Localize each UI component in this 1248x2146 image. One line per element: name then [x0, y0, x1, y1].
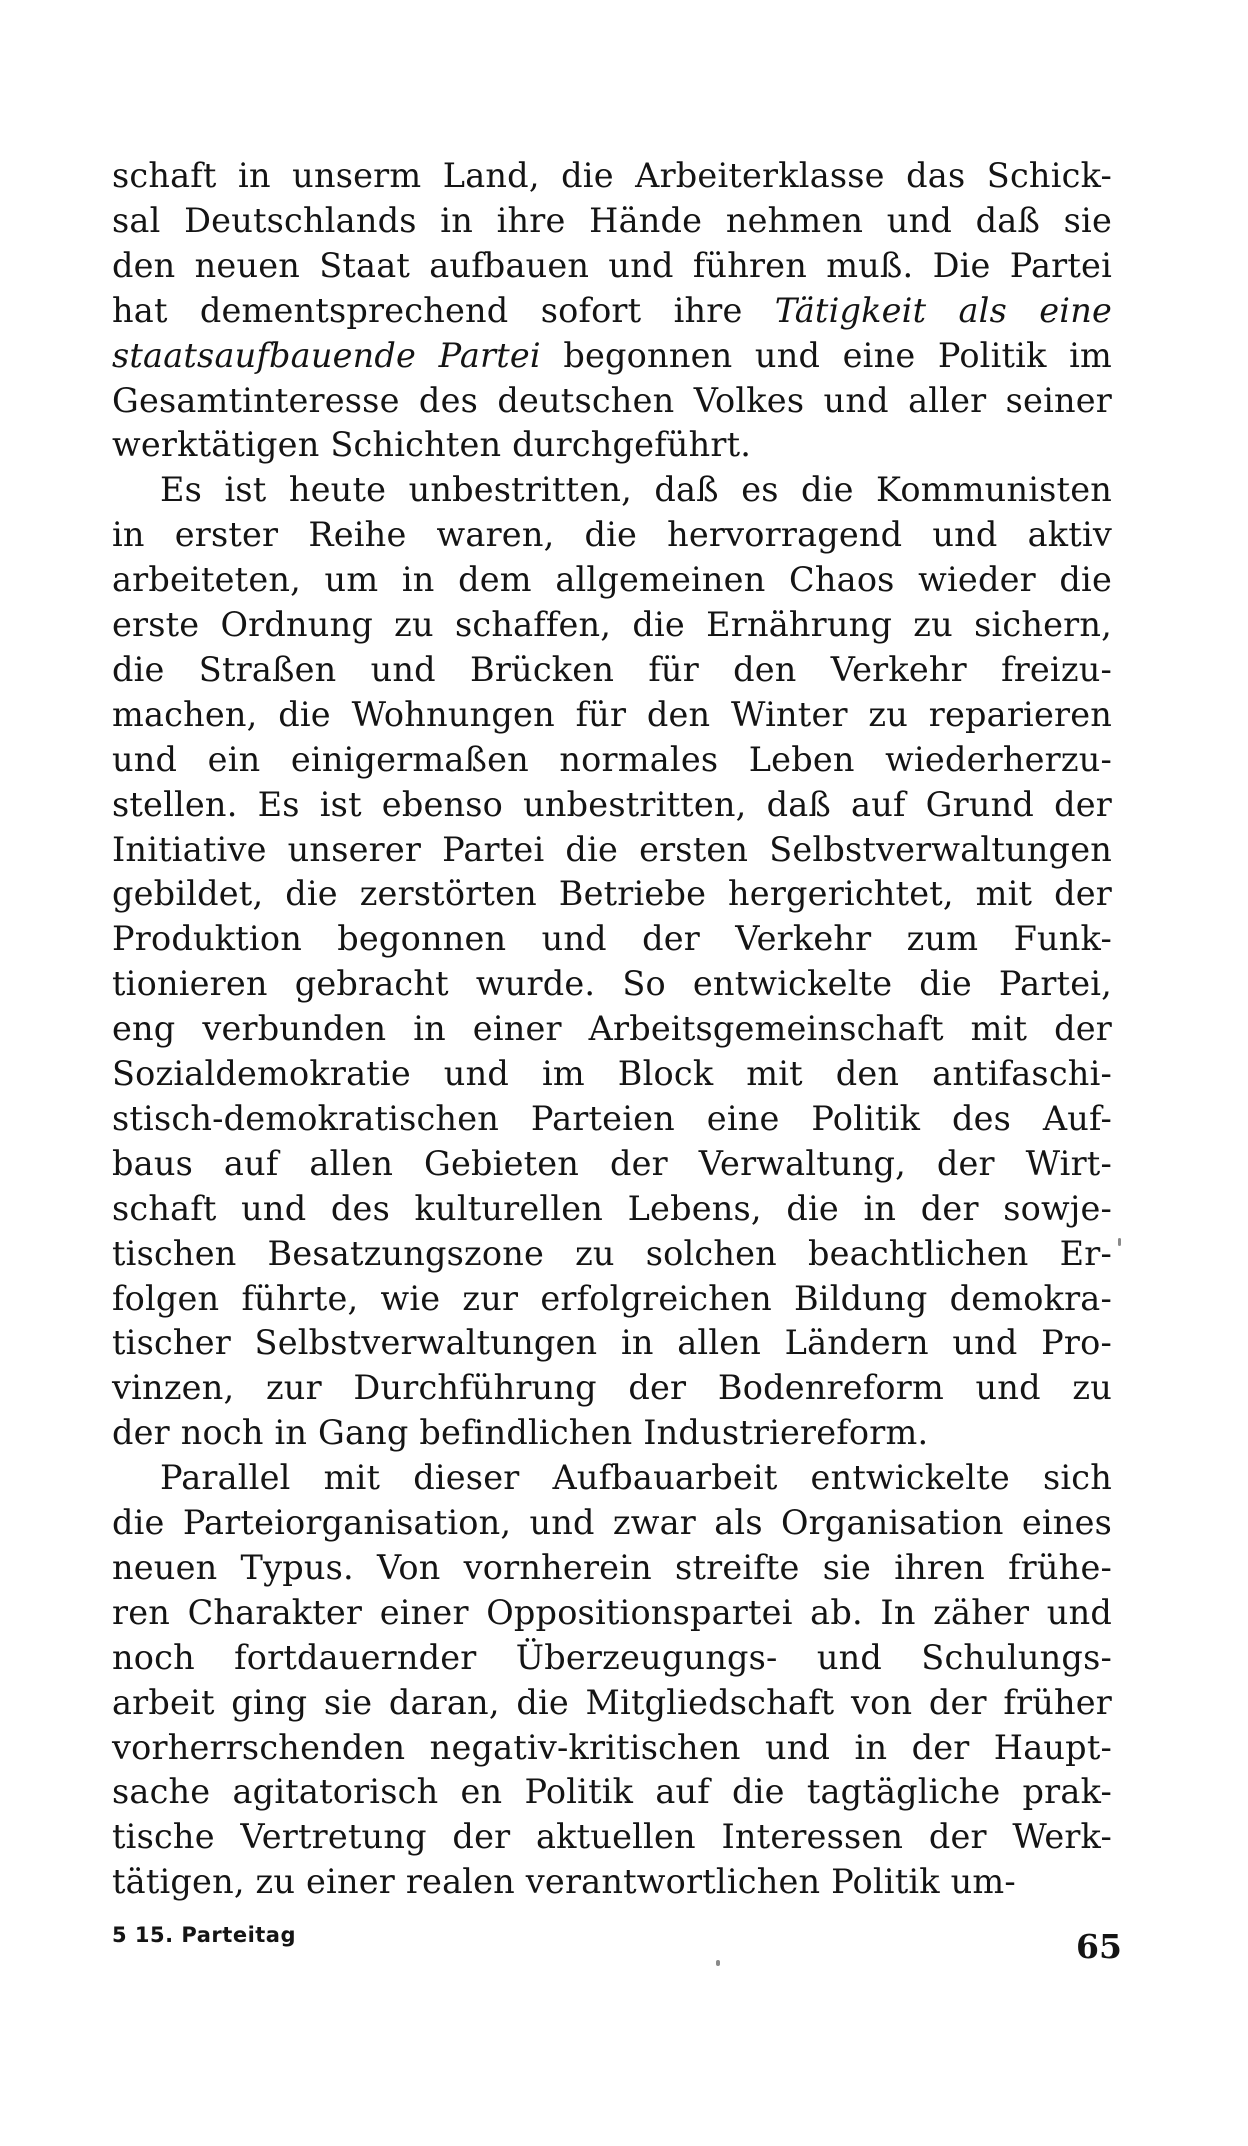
text-run: tischen Besatzungszone zu solchen beachtlichen Er- [112, 1233, 1112, 1273]
text-run: vorherrschenden negativ-kritischen und in der Haupt- [112, 1727, 1112, 1767]
text-line [112, 244, 1112, 288]
text-run: vinzen, zur Durchführung der Bodenreform und zu [112, 1368, 1112, 1408]
text-line [112, 693, 1112, 737]
text-run: ren Charakter einer Oppositionspartei ab. In zäher und [112, 1592, 1112, 1632]
text-run: tischer Selbstverwaltungen in allen Ländern und Pro- [112, 1323, 1112, 1363]
text-line [112, 1321, 1112, 1365]
text-run: tische Vertretung der aktuellen Interessen der Werk- [112, 1817, 1112, 1857]
italic-run: staatsaufbauende Partei [112, 335, 541, 375]
text-run: und ein einigermaßen normales Leben wiederherzu- [112, 739, 1112, 779]
text-run: neuen Typus. Von vornherein streifte sie ihren frühe- [112, 1547, 1112, 1587]
text-line [112, 1411, 1112, 1455]
text-run: erste Ordnung zu schaffen, die Ernährung zu sichern, [112, 605, 1112, 644]
text-run: werktätigen Schichten durchgeführt. [112, 425, 752, 465]
text-line [112, 1860, 1112, 1904]
text-line [112, 1097, 1112, 1141]
text-line [112, 872, 1112, 916]
text-run: machen, die Wohnungen für den Winter zu reparieren [112, 694, 1112, 734]
text-line [112, 1277, 1112, 1321]
text-line [112, 334, 1112, 378]
text-run: Parallel mit dieser Aufbauarbeit entwickelte sich [160, 1458, 1112, 1498]
text-line [112, 1232, 1112, 1276]
print-speck [716, 1960, 720, 1966]
text-run: begonnen und eine Politik im [540, 335, 1113, 375]
text-run: arbeit ging sie daran, die Mitgliedschaft von der früher [112, 1682, 1112, 1722]
text-line [112, 1366, 1112, 1410]
text-run: die Straßen und Brücken für den Verkehr freizu- [112, 649, 1112, 689]
text-line [112, 828, 1112, 872]
text-line [112, 154, 1112, 198]
text-run: in erster Reihe waren, die hervorragend und aktiv [112, 515, 1112, 555]
text-run: schaft und des kulturellen Lebens, die in der sowje- [112, 1188, 1112, 1228]
text-line [112, 783, 1112, 827]
text-run: eng verbunden in einer Arbeitsgemeinschaft mit der [112, 1009, 1112, 1049]
text-run: der noch in Gang befindlichen Industriereform. [112, 1413, 929, 1453]
text-run: schaft in unserm Land, die Arbeiterklasse das Schick- [112, 156, 1112, 195]
text-line [112, 379, 1112, 423]
text-run: tionieren gebracht wurde. So entwickelte die Partei, [112, 964, 1112, 1004]
text-line [112, 962, 1112, 1006]
text-run: Sozialdemokratie und im Block mit den antifaschi- [112, 1054, 1112, 1093]
text-line [112, 1681, 1112, 1725]
text-run: baus auf allen Gebieten der Verwaltung, der Wirt- [112, 1143, 1112, 1183]
text-line [112, 1456, 1112, 1500]
print-speck [1118, 1238, 1121, 1246]
text-run: Produktion begonnen und der Verkehr zum Funk- [112, 919, 1112, 959]
text-run: gebildet, die zerstörten Betriebe hergerichtet, mit der [112, 874, 1112, 914]
text-run: Initiative unserer Partei die ersten Selbstverwaltungen [112, 829, 1112, 869]
text-run: den neuen Staat aufbauen und führen muß. Die Partei [112, 245, 1112, 285]
page-number: 65 [1076, 1927, 1122, 1966]
text-line [112, 648, 1112, 692]
text-run: arbeiteten, um in dem allgemeinen Chaos wieder die [112, 560, 1112, 600]
text-run: stellen. Es ist ebenso unbestritten, daß auf Grund der [112, 784, 1112, 824]
text-line [112, 1142, 1112, 1186]
text-line [112, 738, 1112, 782]
text-line [112, 1052, 1112, 1096]
text-line [112, 199, 1112, 243]
text-line [112, 1815, 1112, 1859]
text-line [112, 1726, 1112, 1770]
text-run: Es ist heute unbestritten, daß es die Kommunisten [160, 470, 1112, 510]
text-run: Gesamtinteresse des deutschen Volkes und aller seiner [112, 380, 1112, 420]
text-run: sal Deutschlands in ihre Hände nehmen und daß sie [112, 200, 1112, 240]
text-line [112, 423, 1112, 467]
footer-signature: 5 15. Parteitag [112, 1923, 297, 1947]
text-run: sache agitatorisch en Politik auf die tagtägliche prak- [112, 1772, 1112, 1812]
text-run: die Parteiorganisation, und zwar als Organisation eines [112, 1503, 1112, 1542]
text-line [112, 1546, 1112, 1590]
text-line [112, 1770, 1112, 1814]
text-run: tätigen, zu einer realen verantwortlichen Politik um- [112, 1862, 1016, 1902]
text-run: stisch-demokratischen Parteien eine Politik des Auf- [112, 1098, 1112, 1138]
text-line [112, 603, 1112, 647]
italic-run: Tätigkeit als eine [774, 290, 1112, 330]
text-run: folgen führte, wie zur erfolgreichen Bildung demokra- [112, 1278, 1112, 1318]
text-line [112, 1187, 1112, 1231]
text-line [112, 1007, 1112, 1051]
text-line [112, 1636, 1112, 1680]
text-line [112, 558, 1112, 602]
text-line [112, 1591, 1112, 1635]
text-line [112, 1501, 1112, 1545]
text-line [112, 917, 1112, 961]
text-line [112, 468, 1112, 512]
text-line [112, 513, 1112, 557]
text-line [112, 289, 1112, 333]
text-run: hat dementsprechend sofort ihre [112, 290, 775, 330]
text-run: noch fortdauernder Überzeugungs- und Schulungs- [112, 1637, 1112, 1677]
